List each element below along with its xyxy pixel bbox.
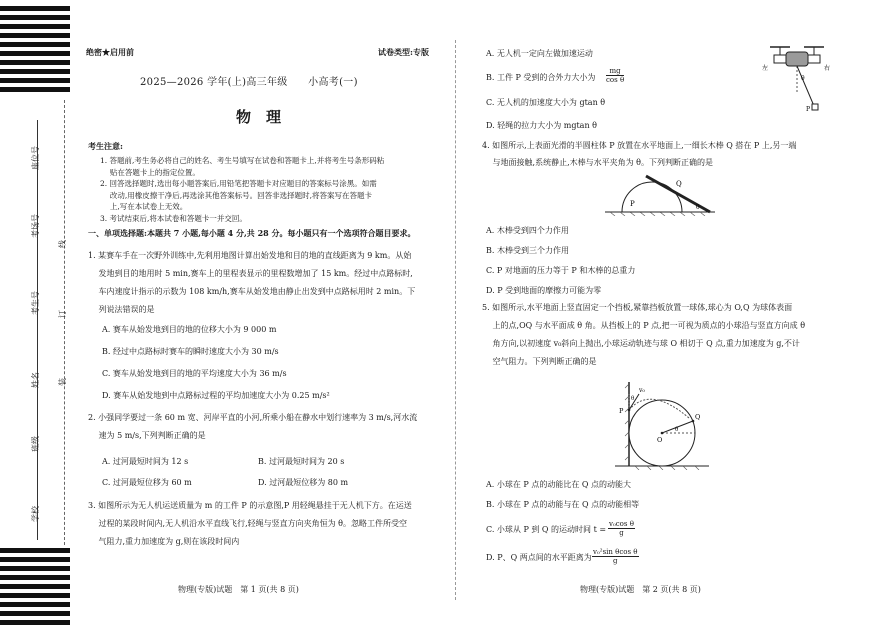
- v0-label: v₀: [639, 387, 645, 394]
- question-line: 1. 某赛车手在一次野外训练中,先利用地图计算出始发地和目的地的直线距离为 9 km。从始: [88, 251, 412, 260]
- half-cylinder-figure: [600, 168, 720, 216]
- answer-option[interactable]: B. 木棒受到三个力作用: [486, 246, 569, 255]
- frac-numerator: v₀cos θ: [609, 520, 634, 528]
- q-point: [692, 420, 695, 423]
- footer-page-1: 物理(专版)试题 第 1 页(共 8 页): [178, 585, 299, 594]
- stripe: [0, 87, 70, 92]
- question-line: 与地面接触,系统静止,木棒与水平夹角为 θ。下列判断正确的是: [482, 158, 713, 167]
- subject-title: 物 理: [236, 108, 282, 126]
- secret-mark: 绝密★启用前: [86, 47, 134, 57]
- seat-label: 座位号: [31, 146, 40, 170]
- stripe: [0, 69, 70, 74]
- exam-title: 2025—2026 学年(上)高三年级 小高考(一): [140, 77, 358, 88]
- answer-option[interactable]: A. 过河最短时间为 12 s: [102, 457, 189, 466]
- fill-line: [37, 120, 38, 540]
- stripe: [0, 6, 70, 11]
- answer-option[interactable]: D. 过河最短位移为 80 m: [258, 478, 349, 487]
- frac-denominator: g: [619, 529, 624, 537]
- stripe: [0, 620, 70, 625]
- ground-hatch: [635, 466, 699, 470]
- answer-option[interactable]: B. 工件 P 受到的合外力大小为: [486, 73, 596, 82]
- answer-option[interactable]: C. P 对地面的压力等于 P 和木棒的总重力: [486, 266, 636, 275]
- frac-denominator: cos θ: [606, 76, 625, 84]
- question-line: 角方向,以初速度 v₀斜向上抛出,小球运动轨迹与球 O 相切于 Q 点,重力加速度为 g,不计: [482, 339, 800, 348]
- rope: [797, 66, 814, 106]
- question-line: 上的点,OQ 与水平面成 θ 角。从挡板上的 P 点,把一可视为质点的小球沿与竖直方向成 θ: [482, 321, 806, 330]
- answer-option[interactable]: B. 小球在 P 点的动能与在 Q 点的动能相等: [486, 500, 640, 509]
- answer-option[interactable]: A. 赛车从始发地到目的地的位移大小为 9 000 m: [102, 325, 277, 334]
- binding-install-mark: 装: [58, 378, 67, 386]
- stripe: [0, 78, 70, 83]
- answer-option[interactable]: C. 无人机的加速度大小为 gtan θ: [486, 98, 606, 107]
- stripe: [0, 611, 70, 616]
- motor-left: [774, 55, 786, 63]
- notice-line: 贴在答题卡上的指定位置。: [100, 167, 200, 177]
- answer-option[interactable]: A. 木棒受到四个力作用: [486, 226, 569, 235]
- answer-option[interactable]: D. 轻绳的拉力大小为 mgtan θ: [486, 121, 597, 130]
- school-label: 学校: [31, 506, 40, 522]
- stripe: [0, 42, 70, 47]
- frac-numerator: v₀²sin θcos θ: [593, 548, 638, 556]
- room-label: 考场号: [31, 214, 40, 238]
- question-line: 过程的某段时间内,无人机沿水平直线飞行,轻绳与竖直方向夹角恒为 θ。忽略工件所受空: [88, 519, 407, 528]
- q-label: Q: [695, 413, 701, 421]
- left-label: 左: [762, 65, 769, 72]
- answer-option[interactable]: B. 经过中点路标时赛车的瞬时速度大小为 30 m/s: [102, 347, 279, 356]
- frac-denominator: g: [613, 557, 618, 565]
- answer-option[interactable]: C. 赛车从始发地到目的地的平均速度大小为 36 m/s: [102, 369, 287, 378]
- examinee-label: 考生号: [31, 291, 40, 315]
- frac-q5d: [592, 548, 639, 565]
- stripe: [0, 60, 70, 65]
- cut-line: [64, 100, 65, 545]
- right-label: 右: [824, 65, 831, 72]
- name-label: 姓名: [31, 372, 40, 388]
- sphere-figure: [605, 380, 715, 470]
- o-label: O: [657, 436, 663, 444]
- notice-line: 3. 考试结束后,将本试卷和答题卡一并交回。: [100, 213, 247, 223]
- question-line: 5. 如图所示,水平地面上竖直固定一个挡板,紧靠挡板放置一球体,球心为 O,Q 为球体表面: [482, 303, 793, 312]
- notice-line: 2. 回答选择题时,选出每小题答案后,用铅笔把答题卡对应题目的答案标号涂黑。如需: [100, 179, 377, 188]
- theta-center-label: θ: [675, 427, 679, 433]
- p-label: P: [806, 106, 811, 113]
- question-line: 气阻力,重力加速度为 g,则在该段时间内: [88, 537, 240, 546]
- notice-line: 改动,用橡皮擦干净后,再选涂其他答案标号。回答非选择题时,将答案写在答题卡: [100, 190, 373, 200]
- workpiece: [812, 104, 818, 110]
- question-line: 4. 如图所示,上表面光滑的半圆柱体 P 放置在水平地面上,一细长木棒 Q 搭在 P 上,另一端: [482, 141, 797, 150]
- frac-q5c: [608, 520, 635, 537]
- motor-right: [808, 55, 820, 63]
- stripe: [0, 575, 70, 580]
- theta-label: θ: [696, 204, 700, 211]
- class-label: 班级: [31, 436, 40, 452]
- footer-page-2: 物理(专版)试题 第 2 页(共 8 页): [580, 585, 701, 594]
- stripe: [0, 548, 70, 553]
- question-line: 速为 5 m/s,下列判断正确的是: [88, 431, 206, 440]
- notice-line: 1. 答题前,考生务必将自己的姓名、考生号填写在试卷和答题卡上,并将考生号条形码粘: [100, 156, 385, 165]
- question-line: 列说法错误的是: [88, 305, 155, 314]
- stripe: [0, 15, 70, 20]
- paper-type: 试卷类型:专版: [378, 47, 429, 57]
- question-line: 发地到目的地用时 5 min,赛车上的里程表显示的里程数增加了 15 km。经过中点路标时,: [88, 269, 413, 278]
- answer-option[interactable]: B. 过河最短时间为 20 s: [258, 457, 345, 466]
- stripe: [0, 24, 70, 29]
- stripe: [0, 566, 70, 571]
- answer-option[interactable]: A. 无人机一定向左做加速运动: [486, 49, 593, 58]
- frac-numerator: mg: [606, 67, 624, 76]
- q-label: Q: [676, 180, 682, 188]
- stripe: [0, 33, 70, 38]
- stripe: [0, 593, 70, 598]
- o-point: [661, 432, 664, 435]
- binding-bind-mark: 订: [58, 310, 67, 318]
- answer-option[interactable]: C. 小球从 P 到 Q 的运动时间 t =: [486, 525, 607, 534]
- stripe: [0, 584, 70, 589]
- stripe: [0, 602, 70, 607]
- answer-option[interactable]: C. 过河最短位移为 60 m: [102, 478, 192, 487]
- question-line: 3. 如图所示为无人机运送质量为 m 的工件 P 的示意图,P 用轻绳悬挂于无人机下方。在运送: [88, 501, 412, 510]
- drone-figure: [760, 42, 835, 117]
- question-line: 2. 小强同学要过一条 60 m 宽、河岸平直的小河,所乘小船在静水中划行速率为 3 m/s,河水流: [88, 413, 418, 422]
- ground-hatch: [610, 212, 705, 216]
- p-label: P: [630, 200, 635, 208]
- theta-top-label: θ: [631, 396, 635, 402]
- theta-label: θ: [801, 75, 805, 82]
- stripe: [0, 51, 70, 56]
- binding-line-mark: 线: [58, 240, 67, 248]
- notice-line: 上,写在本试卷上无效。: [100, 202, 188, 211]
- answer-option[interactable]: D. P 受到地面的摩擦力可能为零: [486, 286, 602, 295]
- notice-title: 考生注意:: [88, 141, 123, 151]
- p-label: P: [619, 407, 624, 415]
- frac-q3b: [606, 67, 624, 84]
- section-1-heading: 一、单项选择题:本题共 7 小题,每小题 4 分,共 28 分。每小题只有一个选项符合题目要求。: [88, 228, 416, 238]
- stripe: [0, 557, 70, 562]
- answer-option[interactable]: A. 小球在 P 点的动能比在 Q 点的动能大: [486, 480, 631, 489]
- p-point: [628, 409, 631, 412]
- drone-body: [786, 52, 808, 66]
- answer-option[interactable]: D. P、Q 两点间的水平距离为: [486, 553, 592, 562]
- question-line: 空气阻力。下列判断正确的是: [482, 357, 597, 366]
- question-line: 车内速度计指示的示数为 108 km/h,赛车从始发地由静止出发到中点路标用时 2 min。下: [88, 287, 416, 296]
- page-divider: [455, 40, 456, 600]
- answer-option[interactable]: D. 赛车从始发地到中点路标过程的平均加速度大小为 0.25 m/s²: [102, 391, 330, 400]
